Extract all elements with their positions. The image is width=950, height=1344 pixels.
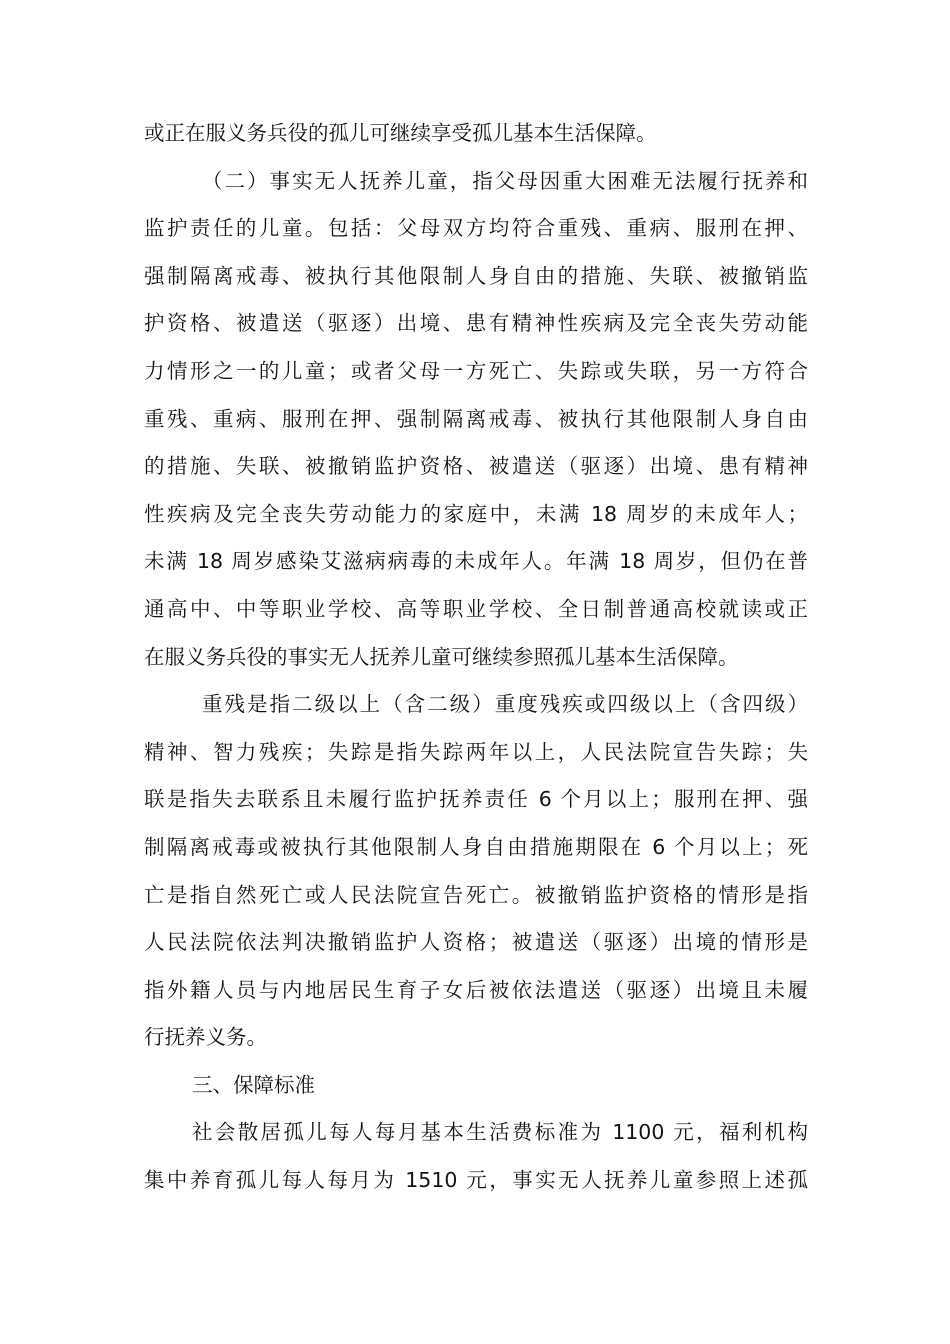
document-body: [144, 110, 808, 1205]
text-line: 联是指失去联系且未履行监护抚养责任 6 个月以上；服刑在押、强: [144, 787, 808, 812]
text-line: 性疾病及完全丧失劳动能力的家庭中，未满 18 周岁的未成年人；: [144, 501, 808, 526]
text-line: 在服义务兵役的事实无人抚养儿童可继续参照孤儿基本生活保障。: [144, 644, 739, 669]
text-line: 或正在服义务兵役的孤儿可继续享受孤儿基本生活保障。: [144, 121, 657, 145]
text-line: 护资格、被遣送（驱逐）出境、患有精神性疾病及完全丧失劳动能: [144, 311, 808, 336]
text-line: （二）事实无人抚养儿童，指父母因重大困难无法履行抚养和: [202, 168, 808, 193]
text-line: 重残是指二级以上（含二级）重度残疾或四级以上（含四级）: [202, 692, 808, 717]
text-line: 亡是指自然死亡或人民法院宣告死亡。被撤销监护资格的情形是指: [144, 882, 808, 907]
text-line: 行抚养义务。: [144, 1025, 267, 1050]
text-line: 的措施、失联、被撤销监护资格、被遣送（驱逐）出境、患有精神: [144, 454, 808, 479]
text-line: 强制隔离戒毒、被执行其他限制人身自由的措施、失联、被撤销监: [144, 263, 808, 288]
text-line: 精神、智力残疾；失踪是指失踪两年以上，人民法院宣告失踪；失: [144, 739, 808, 764]
text-line: 制隔离戒毒或被执行其他限制人身自由措施期限在 6 个月以上；死: [144, 834, 808, 859]
text-line: 未满 18 周岁感染艾滋病病毒的未成年人。年满 18 周岁，但仍在普: [144, 549, 808, 574]
section-heading: 三、保障标准: [192, 1072, 315, 1097]
text-line: 力情形之一的儿童；或者父母一方死亡、失踪或失联，另一方符合: [144, 358, 808, 383]
text-line: 通高中、中等职业学校、高等职业学校、全日制普通高校就读或正: [144, 596, 808, 621]
text-line: 重残、重病、服刑在押、强制隔离戒毒、被执行其他限制人身自由: [144, 406, 808, 431]
text-line: 人民法院依法判决撤销监护人资格；被遣送（驱逐）出境的情形是: [144, 930, 808, 955]
text-line: 社会散居孤儿每人每月基本生活费标准为 1100 元，福利机构: [192, 1120, 808, 1145]
text-line: 集中养育孤儿每人每月为 1510 元，事实无人抚养儿童参照上述孤: [144, 1168, 808, 1193]
text-line: 监护责任的儿童。包括：父母双方均符合重残、重病、服刑在押、: [144, 216, 808, 241]
text-line: 指外籍人员与内地居民生育子女后被依法遣送（驱逐）出境且未履: [144, 977, 808, 1002]
